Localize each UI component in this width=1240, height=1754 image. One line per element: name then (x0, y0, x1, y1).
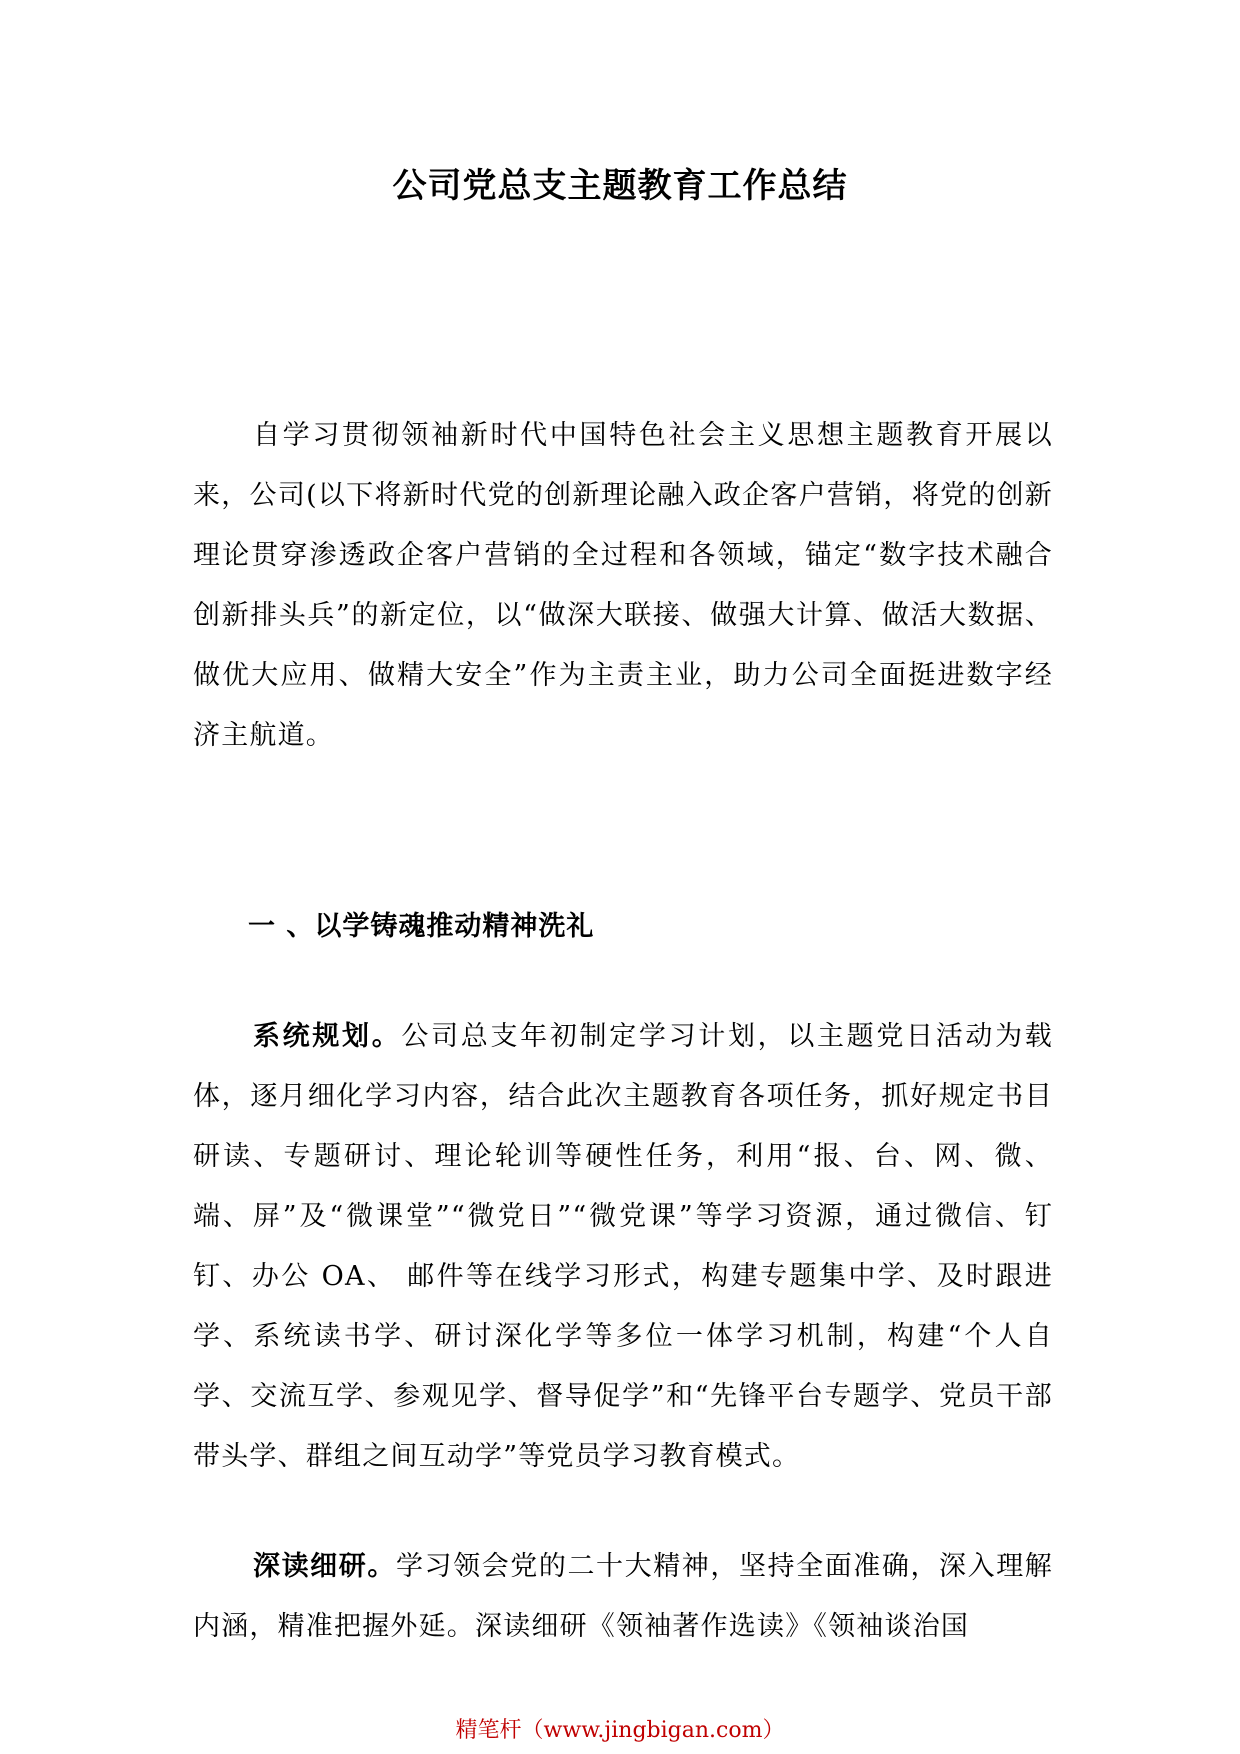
document-title: 公司党总支主题教育工作总结 (392, 166, 848, 206)
paragraph-text: 学习领会党的二十大精神，坚持全面准确，深入理解内涵，精准把握外延。深读细研《领袖著作选读》《领袖谈治国 (193, 1551, 1054, 1642)
paragraph-lead: 系统规划。 (253, 1021, 402, 1052)
intro-paragraph: 自学习贯彻领袖新时代中国特色社会主义思想主题教育开展以来，公司(以下将新时代党的创新理论融入政企客户营销，将党的创新理论贯穿渗透政企客户营销的全过程和各领域，锚定“数字技术融合创新排头兵”的新定位，以“做深大联接、做强大计算、做活大数据、做优大应用、做精大安全”作为主责主业，助力公司全面挺进数字经济主航道。 (193, 420, 1053, 751)
paragraph-deep-reading (193, 1537, 1053, 1657)
paragraph-text: 公司总支年初制定学习计划，以主题党日活动为载体，逐月细化学习内容，结合此次主题教育各项任务，抓好规定书目研读、专题研讨、理论轮训等硬性任务，利用“报、台、网、微、端、屏”及“微课堂”“微党日”“微党课”等学习资源，通过微信、钉钉、办公 OA、 邮件等在线学习形式，构建专题集中学、及时跟进学、系统读书学、研讨深化学等多位一体学习机制，构建“个人自学、交流互学、参观见学、督导促学”和“先锋平台专题学、党员干部带头学、群组之间互动学”等党员学习教育模式。 (193, 1021, 1053, 1472)
paragraph-lead: 深读细研。 (253, 1551, 396, 1582)
footer-watermark: 精笔杆（www.jingbigan.com） (455, 1718, 785, 1743)
section-heading: 一 、以学铸魂推动精神洗礼 (248, 911, 595, 942)
paragraph-system-planning (193, 1007, 1053, 1487)
